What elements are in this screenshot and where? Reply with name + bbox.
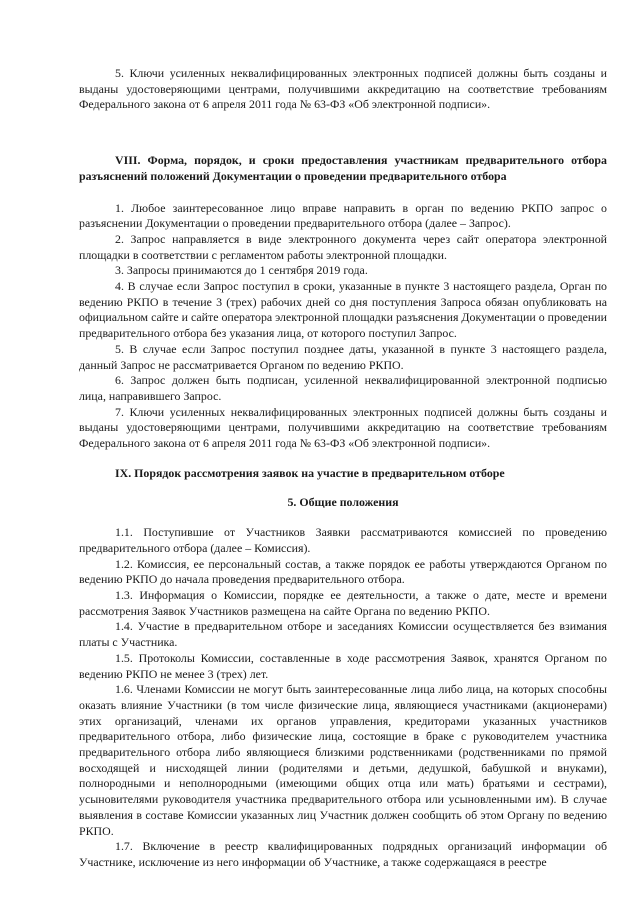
section-9-item-1-3: 1.3. Информация о Комиссии, порядке ее деятельности, а также о дате, месте и времени рассмотрения Заявок Участников размещена на сайте Органа по ведению РКПО. [79, 587, 607, 618]
section-9-item-1-4: 1.4. Участие в предварительном отборе и заседаниях Комиссии осуществляется без взимания платы с Участника. [79, 619, 607, 650]
spacer [79, 481, 607, 495]
paragraph-electronic-signature-keys: 5. Ключи усиленных неквалифицированных электронных подписей должны быть созданы и выданы удостоверяющими центрами, получившими аккредитацию на соответствие требованиям Федерального закона от 6 апреля 2011 года № 63-ФЗ «Об электронной подписи». [79, 66, 607, 112]
section-8-item-1: 1. Любое заинтересованное лицо вправе направить в орган по ведению РКПО запрос о разъяснении Документации о проведении предварительного отбора (далее – Запрос). [79, 200, 607, 231]
section-8-item-4: 4. В случае если Запрос поступил в сроки, указанные в пункте 3 настоящего раздела, Орган по ведению РКПО в течение 3 (трех) рабочих дней со дня поступления Запроса обязан опубликовать на официальном сайте и сайте оператора электронной площадки разъяснения Документации о проведении предварительного отбора без указания лица, от которого поступил Запрос. [79, 279, 607, 341]
section-8-item-2: 2. Запрос направляется в виде электронного документа через сайт оператора электронной площадки в соответствии с регламентом работы электронной площадки. [79, 231, 607, 262]
section-8-item-6: 6. Запрос должен быть подписан, усиленной неквалифицированной электронной подписью лица, направившего Запрос. [79, 373, 607, 403]
document-page [79, 66, 607, 871]
spacer [79, 185, 607, 201]
section-8-heading: VIII. Форма, порядок, и сроки предоставления участникам предварительного отбора разъяснений положений Документации о проведении предварительного отбора [79, 153, 607, 183]
section-9-item-1-2: 1.2. Комиссия, ее персональный состав, а также порядок ее работы утверждаются Органом по ведению РКПО до начала проведения предварительного отбора. [79, 556, 607, 587]
spacer [79, 113, 607, 153]
section-8-item-5: 5. В случае если Запрос поступил позднее даты, указанной в пункте 3 настоящего раздела, данный Запрос не рассматривается Органом по ведению РКПО. [79, 341, 607, 372]
spacer [79, 511, 607, 525]
subsection-general-provisions-heading: 5. Общие положения [287, 495, 399, 510]
section-9-item-1-7: 1.7. Включение в реестр квалифицированных подрядных организаций информации об Участнике, исключение из него информации об Участнике, а также содержащаяся в реестре [79, 839, 607, 869]
section-8-item-7: 7. Ключи усиленных неквалифицированных электронных подписей должны быть созданы и выданы удостоверяющими центрами, получившими аккредитацию на соответствие требованиям Федерального закона от 6 апреля 2011 года № 63-ФЗ «Об электронной подписи». [79, 404, 607, 451]
spacer [79, 452, 607, 466]
section-9-item-1-6: 1.6. Членами Комиссии не могут быть заинтересованные лица либо лица, на которых способны оказать влияние Участники (в том числе физические лица, являющиеся участниками (акционерами) этих организаций, членами их органов управления, кредиторами указанных участников предварительного отбора, либо физические лица, состоящие в браке с руководителем участника предварительного отбора либо являющиеся близкими родственниками (родственниками по прямой восходящей и нисходящей линии (родителями и детьми, дедушкой, бабушкой и внуками), полнородными и неполнородными (имеющими общих отца или мать) братьями и сестрами), усыновителями руководителя участника предварительного отбора или усыновленными им). В случае выявления в составе Комиссии указанных лиц Участник должен сообщить об этом Органу по ведению РКПО. [79, 682, 607, 838]
section-8-item-3: 3. Запросы принимаются до 1 сентября 2019 года. [115, 263, 368, 278]
section-9-item-1-1: 1.1. Поступившие от Участников Заявки рассматриваются комиссией по проведению предварительного отбора (далее – Комиссия). [79, 525, 607, 555]
section-9-item-1-5: 1.5. Протоколы Комиссии, составленные в ходе рассмотрения Заявок, хранятся Органом по ведению РКПО не менее 3 (трех) лет. [79, 650, 607, 681]
section-9-heading: IX. Порядок рассмотрения заявок на участие в предварительном отборе [115, 465, 505, 480]
